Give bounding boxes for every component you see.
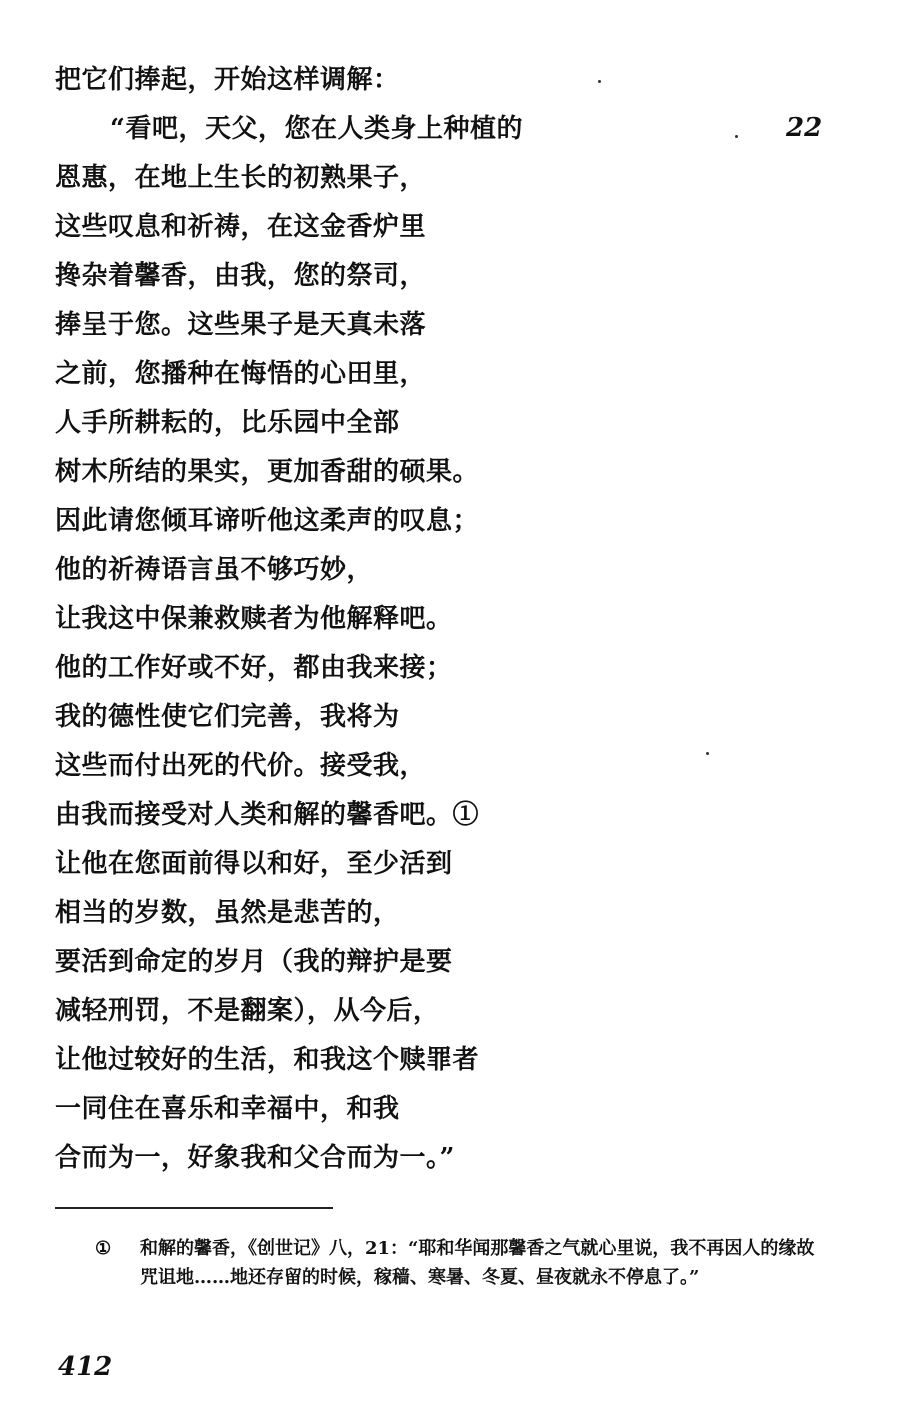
footnote — [95, 1234, 825, 1292]
verse-line: 这些而付出死的代价。接受我， — [55, 751, 427, 781]
verse-line: 相当的岁数，虽然是悲苦的， — [55, 898, 400, 928]
verse-line: “看吧，天父，您在人类身上种植的 — [110, 114, 523, 144]
verse-line: 树木所结的果实，更加香甜的硕果。 — [55, 457, 480, 487]
footnote-divider — [55, 1207, 333, 1209]
verse-line: 他的工作好或不好，都由我来接； — [55, 653, 453, 683]
verse-line: 让他在您面前得以和好，至少活到 — [55, 849, 453, 879]
verse-line: 减轻刑罚，不是翻案），从今后， — [55, 996, 440, 1026]
verse-line: 之前，您播种在悔悟的心田里， — [55, 359, 427, 389]
verse-line: 合而为一，好象我和父合而为一。” — [55, 1143, 455, 1173]
footnote-marker: ① — [95, 1238, 112, 1259]
verse-line: 我的德性使它们完善，我将为 — [55, 702, 400, 732]
verse-line: 让他过较好的生活，和我这个赎罪者 — [55, 1045, 480, 1075]
verse-line: 恩惠，在地上生长的初熟果子， — [55, 163, 427, 193]
verse-line: 这些叹息和祈祷，在这金香炉里 — [55, 212, 427, 242]
poem-verse — [55, 56, 523, 1183]
scan-speck — [598, 80, 601, 83]
verse-line-number: 22 — [786, 113, 823, 143]
verse-line: 他的祈祷语言虽不够巧妙， — [55, 555, 374, 585]
scan-speck — [735, 135, 738, 138]
verse-line: 搀杂着馨香，由我，您的祭司， — [55, 261, 427, 291]
verse-line: 捧呈于您。这些果子是天真未落 — [55, 310, 427, 340]
verse-line: 一同住在喜乐和幸福中，和我 — [55, 1094, 400, 1124]
verse-line: 人手所耕耘的，比乐园中全部 — [55, 408, 400, 438]
verse-line: 要活到命定的岁月（我的辩护是要 — [55, 947, 453, 977]
page-number: 412 — [58, 1352, 113, 1382]
scan-speck — [706, 752, 709, 755]
footnote-text: 和解的馨香，《创世记》八，21：“耶和华闻那馨香之气就心里说，我不再因人的缘故咒诅地……地还存留的时候，稼穑、寒暑、冬夏、昼夜就永不停息了。” — [140, 1238, 815, 1288]
verse-line: 让我这中保兼救赎者为他解释吧。 — [55, 604, 453, 634]
verse-line: 由我而接受对人类和解的馨香吧。① — [55, 800, 480, 830]
verse-line: 把它们捧起，开始这样调解： — [55, 65, 400, 95]
verse-line: 因此请您倾耳谛听他这柔声的叹息； — [55, 506, 480, 536]
